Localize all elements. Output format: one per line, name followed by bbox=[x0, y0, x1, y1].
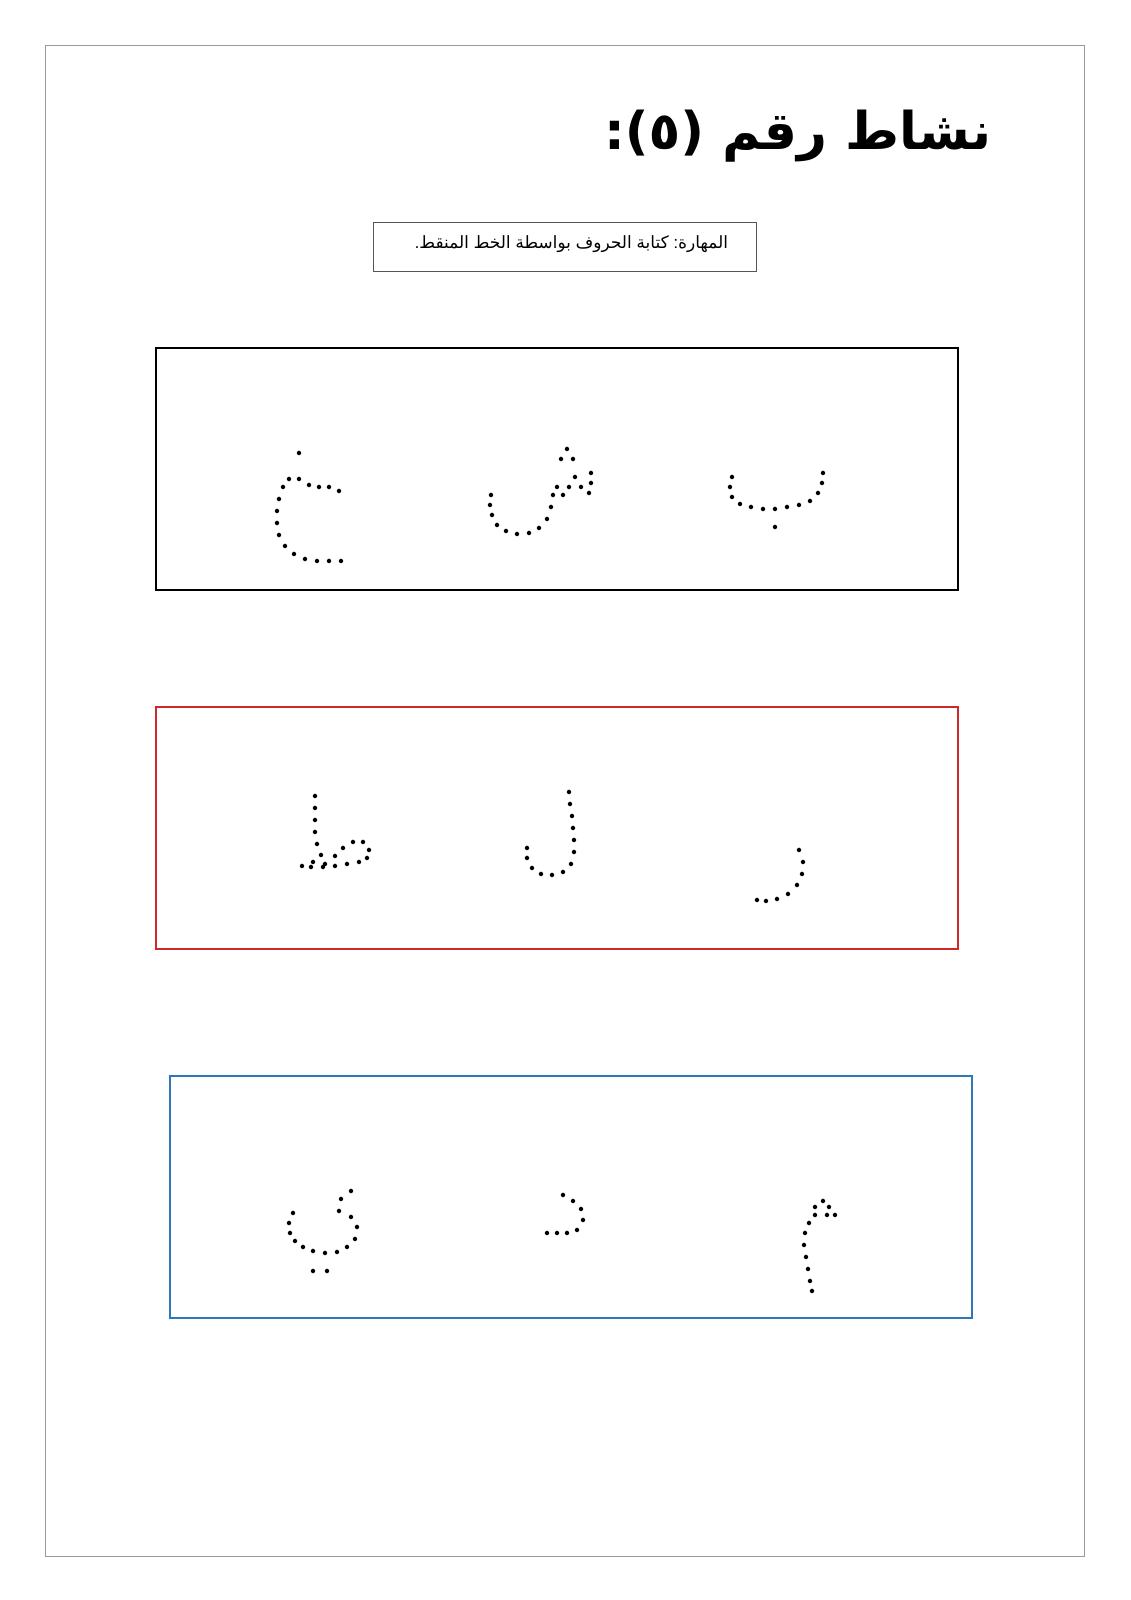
letter-box-row-3 bbox=[169, 1075, 973, 1319]
dotted-letter-ba[interactable] bbox=[727, 469, 837, 539]
dotted-letter-tta[interactable] bbox=[297, 794, 397, 894]
dotted-letter-ra[interactable] bbox=[755, 848, 825, 918]
dotted-letter-ya-svg bbox=[279, 1189, 379, 1299]
dotted-letter-kha[interactable] bbox=[273, 451, 383, 581]
letter-box-row-1 bbox=[155, 347, 959, 591]
dotted-letter-tta-svg bbox=[297, 794, 397, 894]
activity-title: نشاط رقم (٥): bbox=[603, 102, 991, 162]
dotted-letter-dal[interactable] bbox=[543, 1193, 603, 1253]
dotted-letter-kha-svg bbox=[273, 451, 383, 581]
dotted-letter-lam-svg bbox=[523, 790, 603, 900]
skill-label: المهارة: كتابة الحروف بواسطة الخط المنقط. bbox=[373, 222, 757, 272]
dotted-letter-lam[interactable] bbox=[523, 790, 603, 900]
dotted-letter-shin[interactable] bbox=[487, 447, 607, 557]
dotted-letter-mim-svg bbox=[799, 1199, 859, 1309]
letter-box-row-2 bbox=[155, 706, 959, 950]
dotted-letter-ya[interactable] bbox=[279, 1189, 379, 1299]
dotted-letter-ba-svg bbox=[727, 469, 837, 539]
dotted-letter-dal-svg bbox=[543, 1193, 603, 1253]
dotted-letter-mim[interactable] bbox=[799, 1199, 859, 1309]
dotted-letter-shin-svg bbox=[487, 447, 607, 557]
dotted-letter-ra-svg bbox=[755, 848, 825, 918]
